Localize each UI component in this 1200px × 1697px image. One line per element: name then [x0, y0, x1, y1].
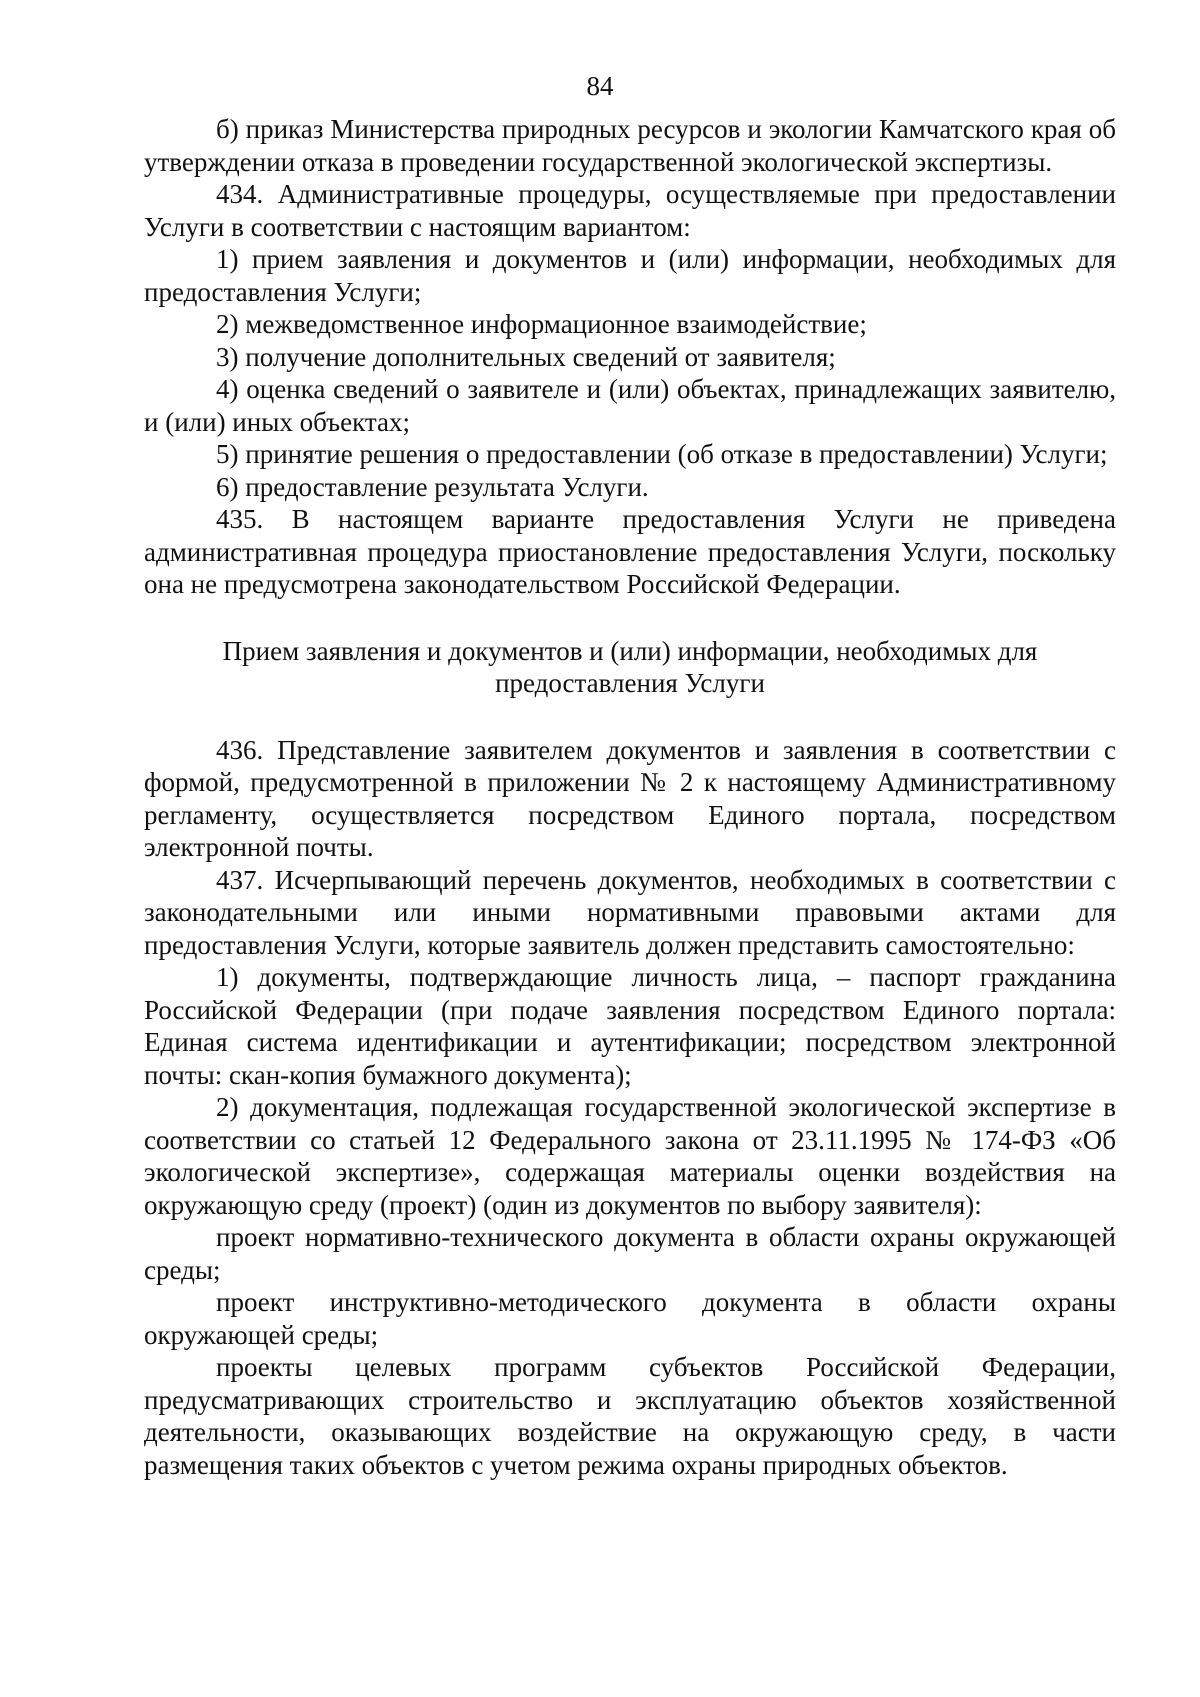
list-item-434-6: 6) предоставление результата Услуги. [216, 471, 649, 502]
sub-item-instructive-methodical: проект инструктивно-методического документа в области охраны окружающей среды; [144, 1287, 1116, 1350]
paragraph-436: 436. Представление заявителем документов и заявления в соответствии с формой, предусмотренной в приложении № 2 к настоящему Административному регламенту, осуществляется посредством Единого портала, посредством электронной почты. [144, 734, 1116, 862]
page-number: 84 [586, 71, 614, 101]
paragraph-435: 435. В настоящем варианте предоставления Услуги не приведена административная процедура приостановление предоставления Услуги, поскольку она не предусмотрена законодательством Российской Федерации. [144, 504, 1116, 599]
sub-item-normative-technical: проект нормативно-технического документа в области охраны окружающей среды; [144, 1222, 1116, 1285]
list-item-434-1: 1) прием заявления и документов и (или) информации, необходимых для предоставления Услуги; [144, 244, 1116, 307]
section-heading-line-2: предоставления Услуги [495, 668, 765, 698]
list-item-437-1: 1) документы, подтверждающие личность лица, – паспорт гражданина Российской Федерации (при подаче заявления посредством Единого портала: Единая система идентификации и аутентификации; посредством электронной почты: скан-копия бумажного документа); [144, 962, 1116, 1090]
list-item-434-5: 5) принятие решения о предоставлении (об отказе в предоставлении) Услуги; [216, 439, 1108, 469]
document-body [144, 113, 1116, 1481]
paragraph-437: 437. Исчерпывающий перечень документов, необходимых в соответствии с законодательными или иными нормативными правовыми актами для предоставления Услуги, которые заявитель должен представить самостоятельно: [144, 864, 1116, 960]
paragraph-b-order: б) приказ Министерства природных ресурсов и экологии Камчатского края об утверждении отказа в проведении государственной экологической экспертизы. [144, 114, 1116, 177]
list-item-437-2: 2) документация, подлежащая государственной экологической экспертизе в соответствии со статьей 12 Федерального закона от 23.11.1995 № 174-ФЗ «Об экологической экспертизе», содержащая материалы оценки воздействия на окружающую среду (проект) (один из документов по выбору заявителя): [144, 1092, 1116, 1220]
paragraph-434: 434. Административные процедуры, осуществляемые при предоставлении Услуги в соответствии с настоящим вариантом: [144, 179, 1116, 242]
section-heading-line-1: Прием заявления и документов и (или) информации, необходимых для [222, 635, 1038, 666]
section-heading [144, 635, 1116, 700]
list-item-434-3: 3) получение дополнительных сведений от заявителя; [216, 341, 836, 372]
list-item-434-4: 4) оценка сведений о заявителе и (или) объектах, принадлежащих заявителю, и (или) иных объектах; [144, 374, 1116, 437]
list-item-434-2: 2) межведомственное информационное взаимодействие; [216, 309, 867, 339]
sub-item-target-programs: проекты целевых программ субъектов Российской Федерации, предусматривающих строительство и эксплуатацию объектов хозяйственной деятельности, оказывающих воздействие на окружающую среду, в части размещения таких объектов с учетом режима охраны природных объектов. [144, 1352, 1116, 1480]
